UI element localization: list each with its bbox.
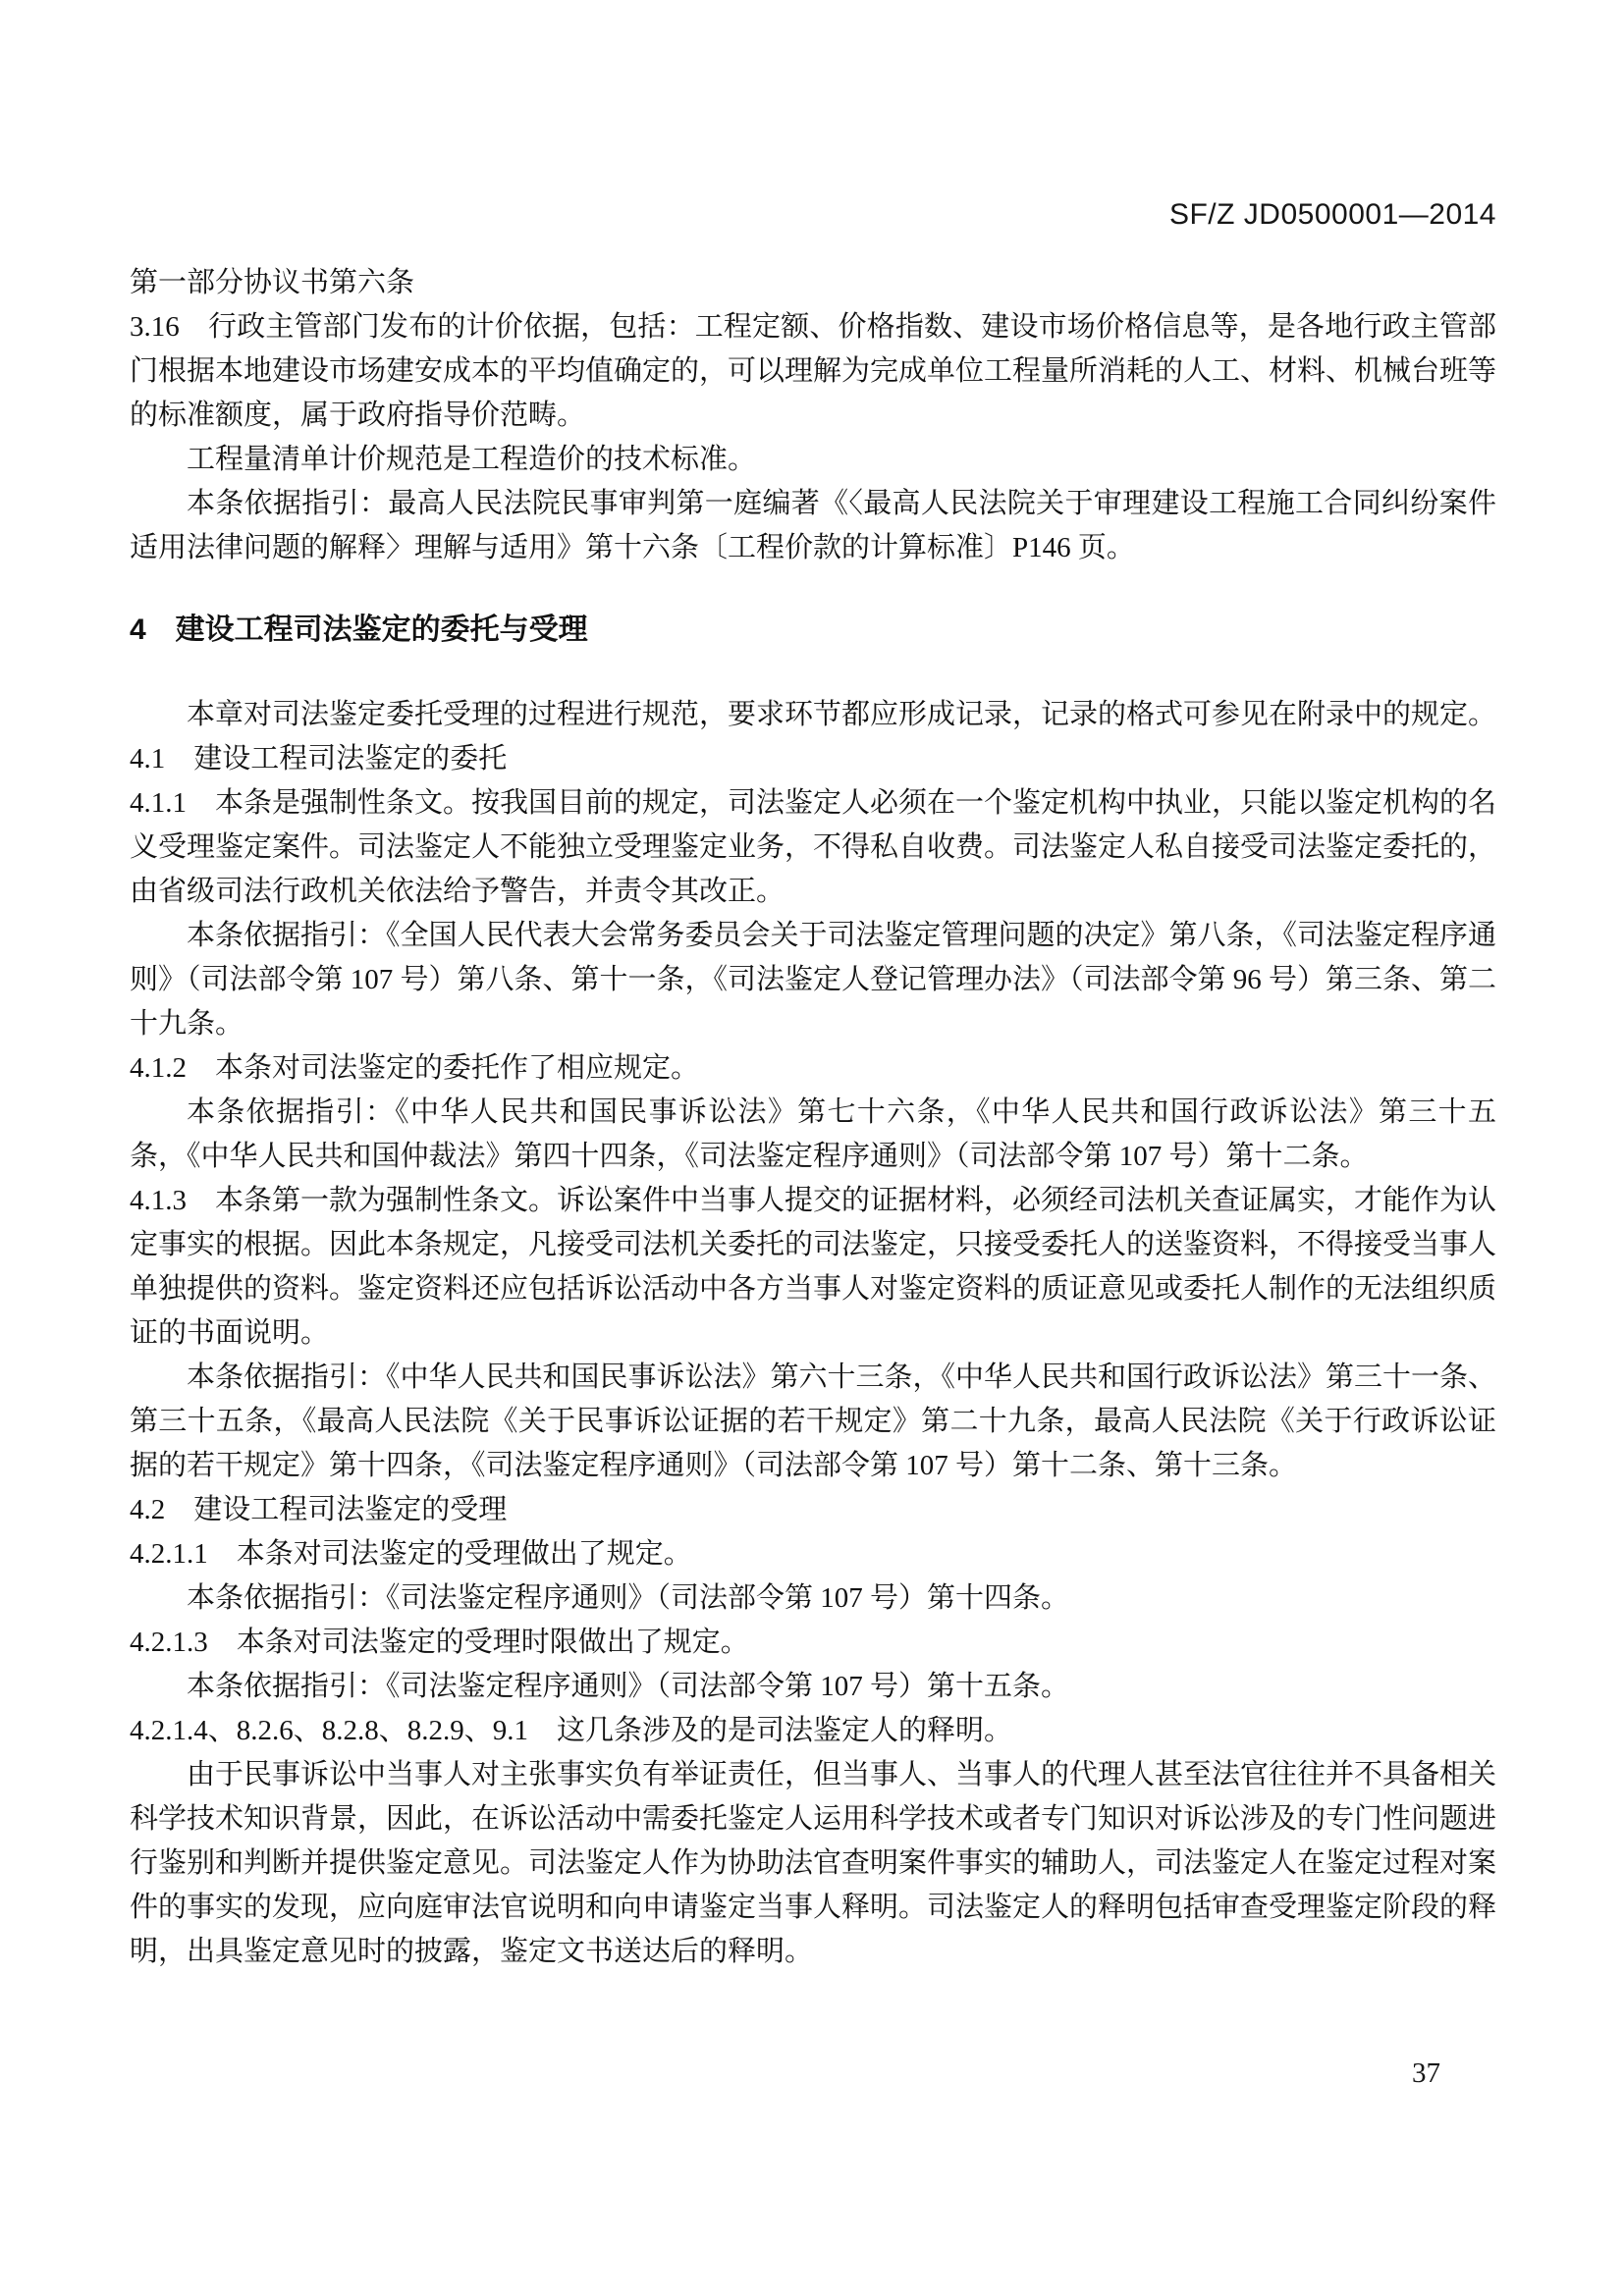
section-heading: 4 建设工程司法鉴定的委托与受理 [130,614,588,646]
paragraph: 本条依据指引：最高人民法院民事审判第一庭编著《〈最高人民法院关于审理建设工程施工合同纠纷案件适用法律问题的解释〉理解与适用》第十六条〔工程价款的计算标准〕P146 页。 [130,488,1496,563]
page-content [130,0,1496,1974]
paragraph: 本条依据指引：《全国人民代表大会常务委员会关于司法鉴定管理问题的决定》第八条，《司法鉴定程序通则》（司法部令第 107 号）第八条、第十一条，《司法鉴定人登记管理办法》（司法部令第 96 号）第三条、第二十九条。 [130,920,1497,1040]
paragraph: 本条依据指引：《司法鉴定程序通则》（司法部令第 107 号）第十五条。 [187,1671,1070,1702]
paragraph: 3.16 行政主管部门发布的计价依据，包括：工程定额、价格指数、建设市场价格信息等，是各地行政主管部门根据本地建设市场建安成本的平均值确定的，可以理解为完成单位工程量所消耗的人工、材料、机械台班等的标准额度，属于政府指导价范畴。 [130,311,1497,431]
paragraph: 本条依据指引：《中华人民共和国民事诉讼法》第七十六条，《中华人民共和国行政诉讼法》第三十五条，《中华人民共和国仲裁法》第四十四条，《司法鉴定程序通则》（司法部令第 107 号）第十二条。 [130,1096,1496,1172]
page-number: 37 [1412,2057,1440,2089]
paragraph: 4.1.1 本条是强制性条文。按我国目前的规定，司法鉴定人必须在一个鉴定机构中执业，只能以鉴定机构的名义受理鉴定案件。司法鉴定人不能独立受理鉴定业务，不得私自收费。司法鉴定人私自接受司法鉴定委托的，由省级司法行政机关依法给予警告，并责令其改正。 [130,787,1497,907]
paragraph: 工程量清单计价规范是工程造价的技术标准。 [187,444,757,475]
page-header [130,0,1496,232]
standard-code: SF/Z JD0500001—2014 [1168,198,1496,231]
paragraph: 4.1.2 本条对司法鉴定的委托作了相应规定。 [130,1052,700,1084]
paragraph: 4.1.3 本条第一款为强制性条文。诉讼案件中当事人提交的证据材料，必须经司法机关查证属实，才能作为认定事实的根据。因此本条规定，凡接受司法机关委托的司法鉴定，只接受委托人的送鉴资料，不得接受当事人单独提供的资料。鉴定资料还应包括诉讼活动中各方当事人对鉴定资料的质证意见或委托人制作的无法组织质证的书面说明。 [130,1185,1497,1349]
paragraph: 本条依据指引：《中华人民共和国民事诉讼法》第六十三条，《中华人民共和国行政诉讼法》第三十一条、第三十五条，《最高人民法院《关于民事诉讼证据的若干规定》第二十九条，最高人民法院《关于行政诉讼证据的若干规定》第十四条，《司法鉴定程序通则》（司法部令第 107 号）第十二条、第十三条。 [130,1362,1497,1481]
paragraph: 4.2.1.1 本条对司法鉴定的受理做出了规定。 [130,1538,692,1570]
paragraph: 本章对司法鉴定委托受理的过程进行规范，要求环节都应形成记录，记录的格式可参见在附录中的规定。 [187,699,1497,730]
paragraph: 第一部分协议书第六条 [130,267,415,298]
paragraph: 本条依据指引：《司法鉴定程序通则》（司法部令第 107 号）第十四条。 [187,1582,1070,1614]
document-body [130,261,1496,1974]
paragraph: 4.1 建设工程司法鉴定的委托 [130,743,508,774]
paragraph: 由于民事诉讼中当事人对主张事实负有举证责任，但当事人、当事人的代理人甚至法官往往并不具备相关科学技术知识背景，因此，在诉讼活动中需委托鉴定人运用科学技术或者专门知识对诉讼涉及的专门性问题进行鉴别和判断并提供鉴定意见。司法鉴定人作为协助法官查明案件事实的辅助人，司法鉴定人在鉴定过程对案件的事实的发现，应向庭审法官说明和向申请鉴定当事人释明。司法鉴定人的释明包括审查受理鉴定阶段的释明，出具鉴定意见时的披露，鉴定文书送达后的释明。 [130,1759,1497,1967]
paragraph: 4.2.1.4、8.2.6、8.2.8、8.2.9、9.1 这几条涉及的是司法鉴定人的释明。 [130,1715,1013,1746]
paragraph: 4.2.1.3 本条对司法鉴定的受理时限做出了规定。 [130,1627,749,1658]
paragraph: 4.2 建设工程司法鉴定的受理 [130,1494,508,1525]
